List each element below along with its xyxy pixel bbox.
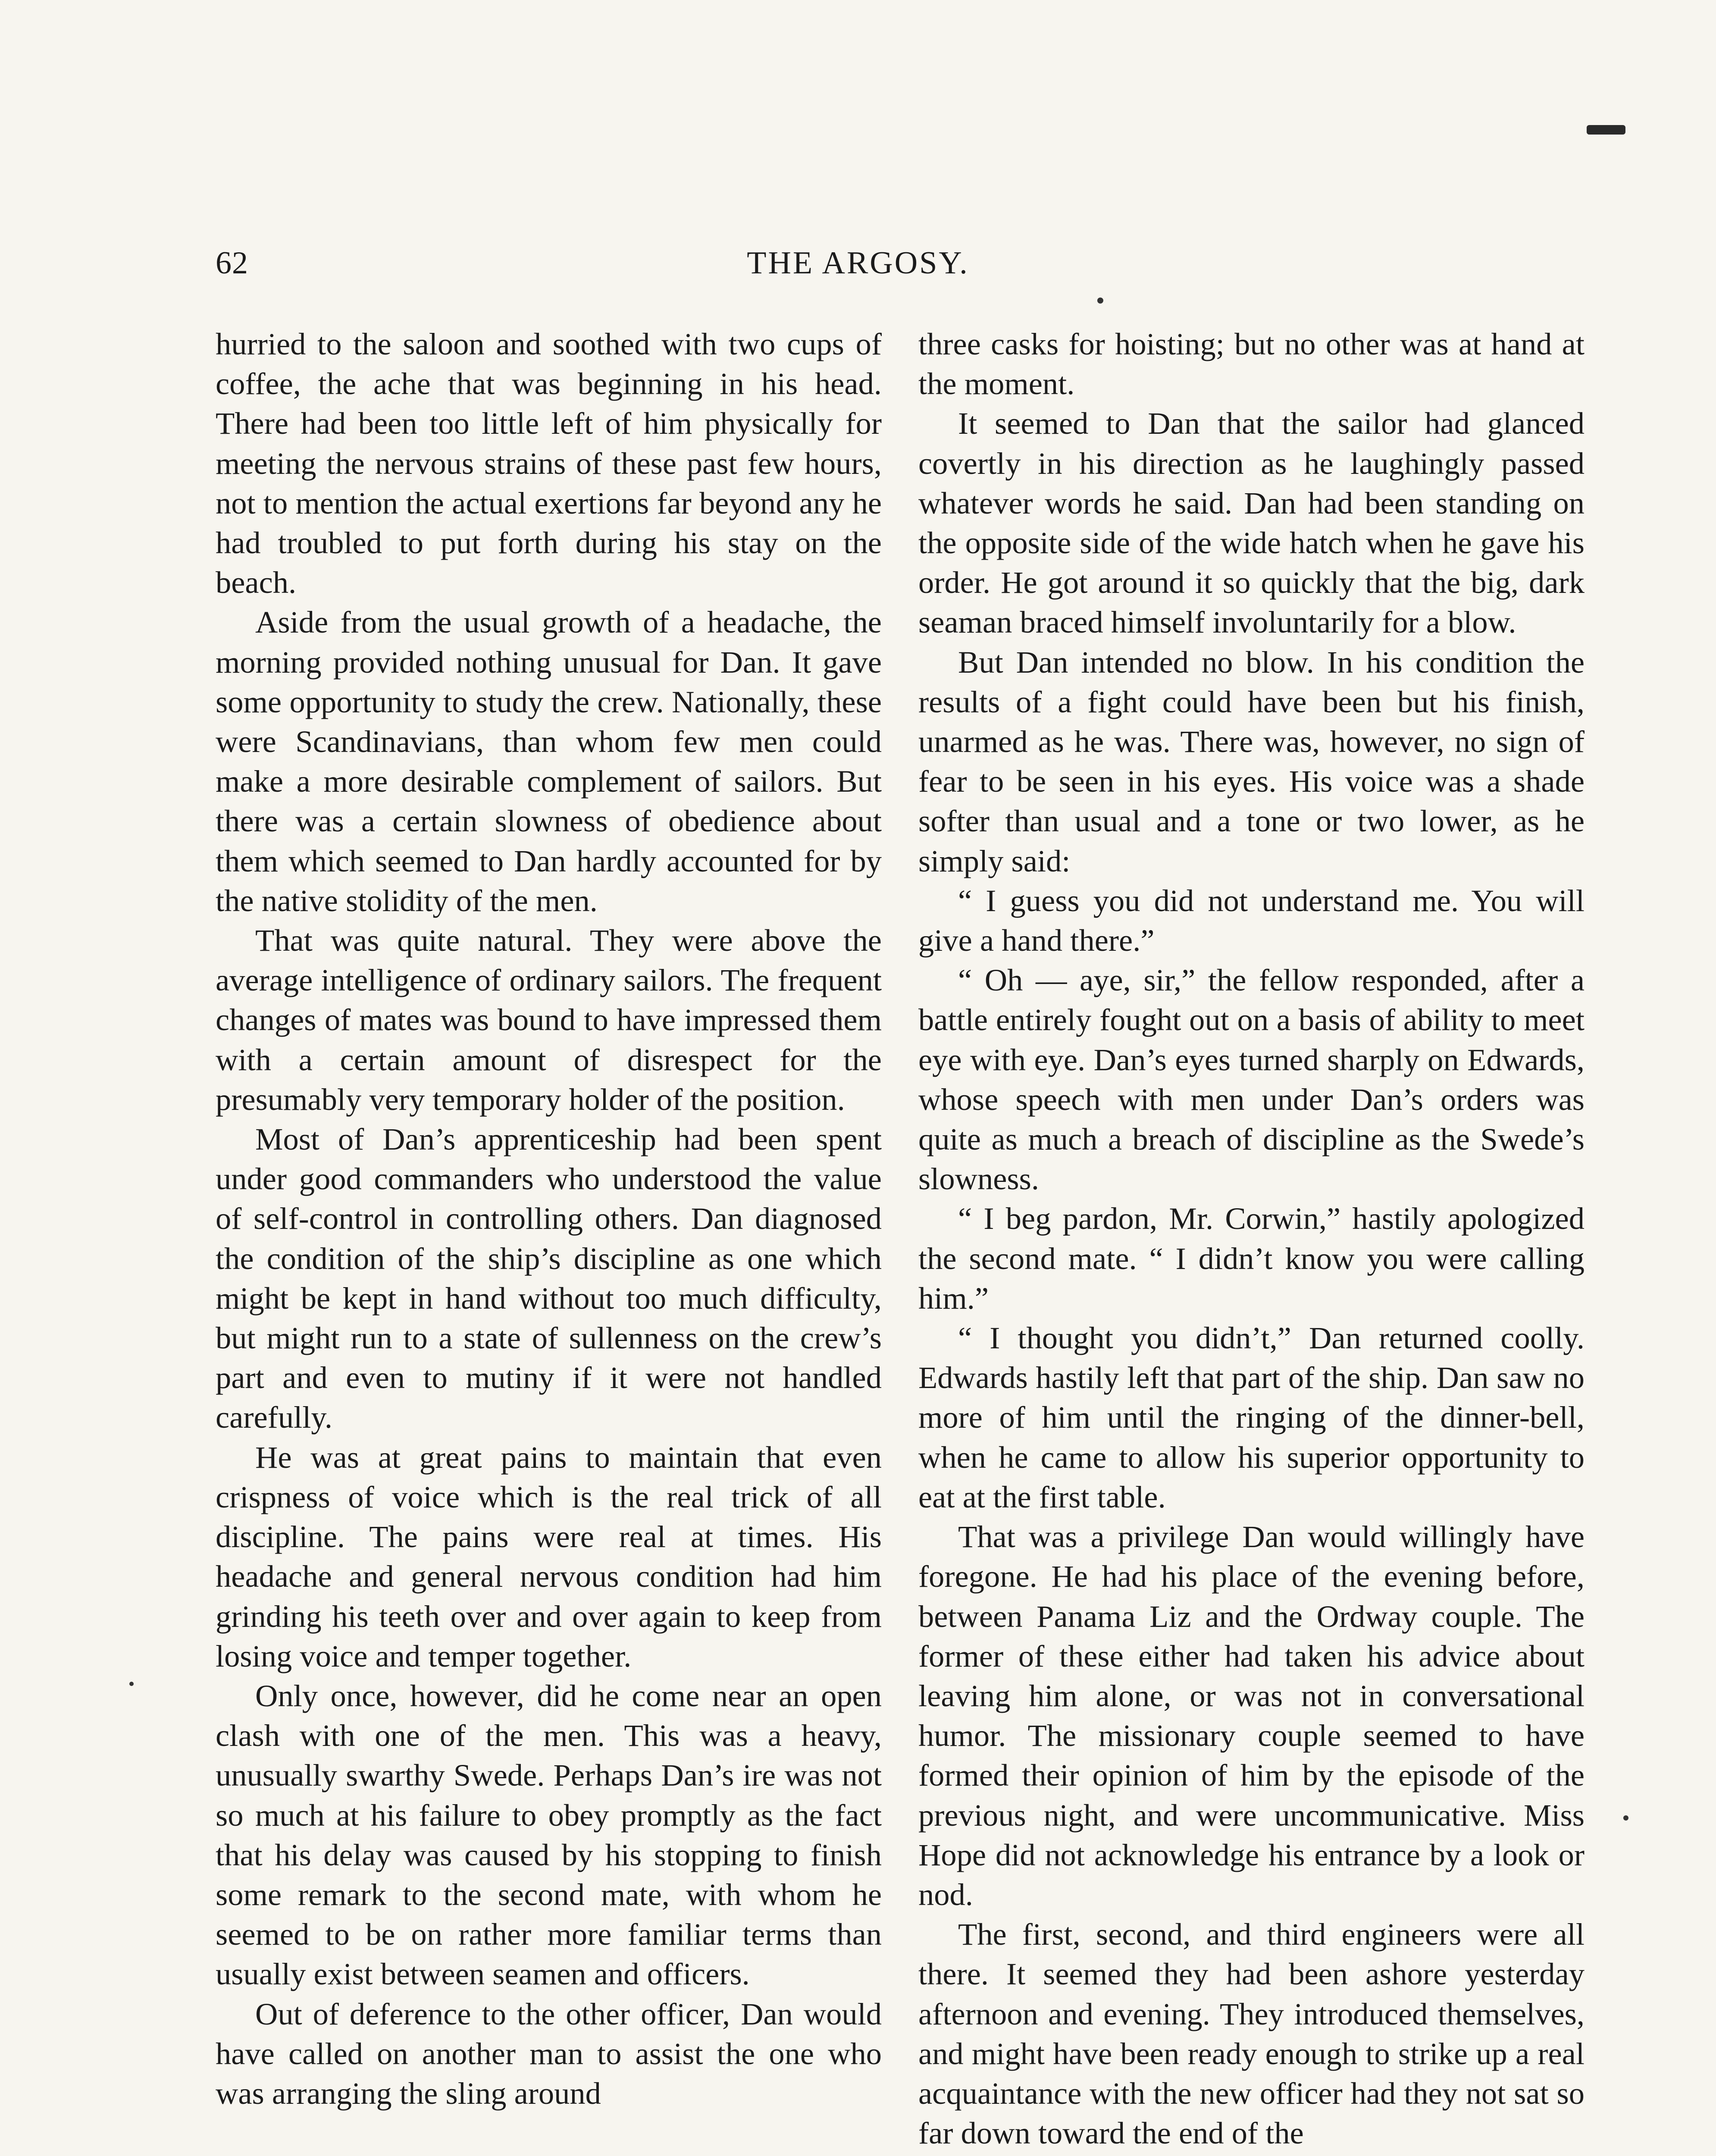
right-column bbox=[918, 324, 1584, 2153]
paragraph: Out of deference to the other officer, Dan would have called on another man to assist the one who was arranging the sling around bbox=[216, 1996, 882, 2111]
paragraph: “ I beg pardon, Mr. Corwin,” hastily apologized the second mate. “ I didn’t know you were calling him.” bbox=[918, 1201, 1584, 1316]
paragraph: It seemed to Dan that the sailor had glanced covertly in his direction as he laughingly passed whatever words he said. Dan had been standing on the opposite side of the wide hatch when he gave his order. He got around it so quickly that the big, dark seaman braced himself involuntarily for a blow. bbox=[918, 406, 1584, 640]
paragraph: But Dan intended no blow. In his condition the results of a fight could have been but his finish, unarmed as he was. There was, however, no sign of fear to be seen in his eyes. His voice was a shade softer than usual and a tone or two lower, as he simply said: bbox=[918, 644, 1584, 878]
scan-speck bbox=[129, 1682, 134, 1686]
paragraph: “ Oh — aye, sir,” the fellow responded, after a battle entirely fought out on a basis of ability to meet eye with eye. Dan’s eyes turned sharply on Edwards, whose speech with men under Dan’s orders was quite as much a breach of discipline as the Swede’s slowness. bbox=[918, 962, 1584, 1197]
paragraph: That was quite natural. They were above the average intelligence of ordinary sailors. The frequent changes of mates was bound to have impressed them with a certain amount of disrespect for the presumably very temporary holder of the position. bbox=[216, 923, 882, 1117]
left-column bbox=[216, 324, 882, 2113]
scan-artifact-mark bbox=[1587, 125, 1625, 135]
paragraph: “ I guess you did not understand me. You will give a hand there.” bbox=[918, 883, 1584, 958]
paragraph: “ I thought you didn’t,” Dan returned coolly. Edwards hastily left that part of the ship. Dan saw no more of him until the ringing of the dinner-bell, when he came to allow his superior opportunity to eat at the first table. bbox=[918, 1320, 1584, 1514]
paragraph: That was a privilege Dan would willingly have foregone. He had his place of the evening before, between Panama Liz and the Ordway couple. The former of these either had taken his advice about leaving him alone, or was not in conversational humor. The missionary couple seemed to have formed their opinion of him by the episode of the previous night, and were uncommunicative. Miss Hope did not acknowledge his entrance by a look or nod. bbox=[918, 1519, 1584, 1912]
paragraph: Most of Dan’s apprenticeship had been spent under good commanders who understood the value of self-control in controlling others. Dan diagnosed the condition of the ship’s discipline as one which might be kept in hand without too much difficulty, but might run to a state of sullenness on the crew’s part and even to mutiny if it were not handled carefully. bbox=[216, 1122, 882, 1435]
paragraph: The first, second, and third engineers were all there. It seemed they had been ashore yesterday afternoon and evening. They introduced themselves, and might have been ready enough to strike up a real acquaintance with the new officer had they not sat so far down toward the end of the bbox=[918, 1917, 1584, 2151]
paragraph: three casks for hoisting; but no other was at hand at the moment. bbox=[918, 326, 1584, 401]
scan-speck bbox=[1623, 1815, 1628, 1821]
paragraph: Only once, however, did he come near an open clash with one of the men. This was a heavy, unusually swarthy Swede. Perhaps Dan’s ire was not so much at his failure to obey promptly as the fact that his delay was caused by his stopping to finish some remark to the second mate, with whom he seemed to be on rather more familiar terms than usually exist between seamen and officers. bbox=[216, 1678, 882, 1992]
paragraph: hurried to the saloon and soothed with two cups of coffee, the ache that was beginning in his head. There had been too little left of him physically for meeting the nervous strains of these past few hours, not to mention the actual exertions far beyond any he had troubled to put forth during his stay on the beach. bbox=[216, 326, 882, 600]
paragraph: Aside from the usual growth of a headache, the morning provided nothing unusual for Dan. It gave some opportunity to study the crew. Nationally, these were Scandinavians, than whom few men could make a more desirable complement of sailors. But there was a certain slowness of obedience about them which seemed to Dan hardly accounted for by the native stolidity of the men. bbox=[216, 605, 882, 918]
page-number: 62 bbox=[216, 245, 248, 281]
scan-speck bbox=[1097, 298, 1103, 304]
running-head: THE ARGOSY. bbox=[747, 245, 969, 281]
paragraph: He was at great pains to maintain that even crispness of voice which is the real trick of all discipline. The pains were real at times. His headache and general nervous condition had him grinding his teeth over and over again to keep from losing voice and temper together. bbox=[216, 1439, 882, 1673]
